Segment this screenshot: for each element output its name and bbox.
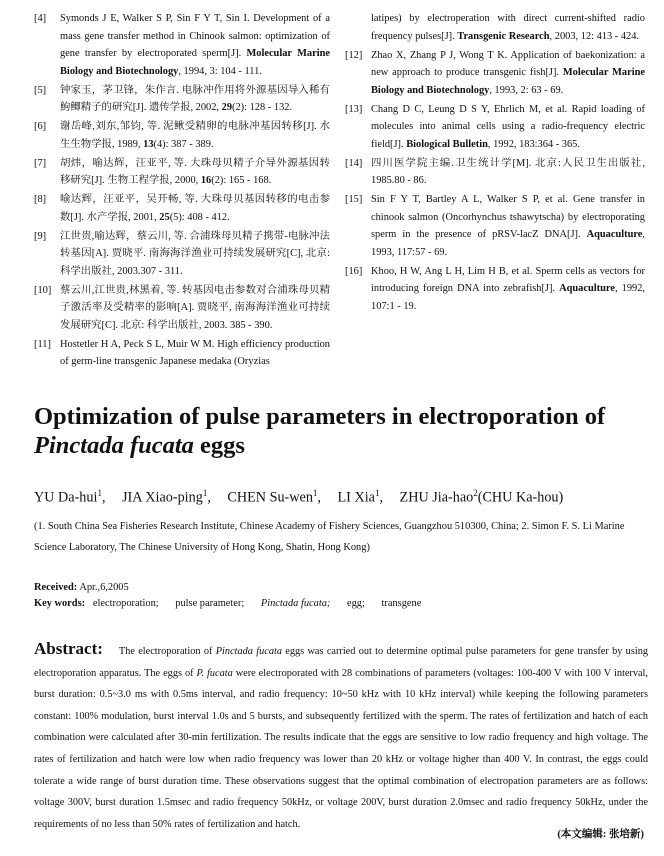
- title-line-2-rest: eggs: [193, 432, 245, 459]
- author: LI Xia$^1$,: [337, 488, 383, 506]
- reference-journal: 16: [200, 175, 212, 186]
- author-affiliation-mark: 2: [473, 488, 478, 498]
- reference-item: [345, 155, 645, 190]
- reference-tail: (2): 165 - 168.: [211, 175, 272, 186]
- article-title: [34, 402, 644, 460]
- reference-number: [6]: [34, 121, 47, 132]
- reference-item: [345, 263, 645, 316]
- reference-tail: (4): 387 - 389.: [153, 138, 214, 150]
- affiliations: (1. South China Sea Fisheries Research Institute, Chinese Academy of Fishery Sciences, Guangzhou 510300, China; 2. Simon F. S. Li Marine Science Laboratory, The Chinese University of Hong Kong, Shatin, Hong Kong): [34, 521, 625, 553]
- abstract-species-abbrev: P. fucata: [196, 667, 233, 679]
- reference-number: [15]: [345, 194, 363, 205]
- abstract-text: The electroporation of: [118, 646, 216, 657]
- reference-journal: Molecular Marine Biology and Biotechnology: [60, 48, 330, 77]
- received-label: Received:: [34, 582, 78, 593]
- reference-text: 谢岳峰,刘东,邹钧, 等. 泥鳅受精卵的电脉冲基因转移[J]. 水生生物学报, 1989,: [60, 121, 330, 150]
- author: JIA Xiao-ping$^1$,: [122, 488, 211, 506]
- received-date: Apr.,6,2005: [79, 582, 129, 593]
- reference-text: Zhao X, Zhang P J, Wong T K. Application of baekonization: a new approach to produce transgenic fish[J].: [371, 49, 645, 78]
- editor-note: (本文编辑: 张培新): [557, 829, 644, 840]
- reference-text: latipes) by electroperation with direct current-shifted radio frequency pulses[J].: [371, 13, 645, 42]
- reference-journal: Aquaculture: [586, 229, 643, 240]
- reference-tail: , 1993, 117:57 - 69.: [371, 229, 645, 258]
- article-meta: [34, 580, 650, 612]
- author-affiliation-mark: 1: [312, 488, 318, 498]
- reference-item: [34, 82, 330, 117]
- reference-text: Hostetler H A, Peck S L, Muir W M. High efficiency production of germ-line transgenic Japanese medaka (Oryzias: [60, 338, 330, 367]
- reference-tail: , 1992, 183:364 - 365.: [487, 138, 580, 150]
- references-right-column: [345, 10, 645, 317]
- author: [400, 484, 564, 507]
- author: YU Da-hui$^1$,: [34, 488, 106, 506]
- reference-number: [5]: [34, 84, 47, 96]
- reference-item: [34, 336, 330, 371]
- reference-text: 蔡云川,江世贵,林黑着, 等. 转基因电击参数对合浦珠母贝精子激活率及受精率的影响[A]. 贾晓平, 南海海洋渔业可持续发展研究[C]. 北京: 科学出版社, 2003. 385 - 390.: [60, 284, 330, 331]
- reference-text: 喻达辉，汪亚平，吴开畅, 等. 大珠母贝基因转移的电击参数[J]. 水产学报, 2001,: [60, 194, 330, 223]
- reference-tail: , 2003, 12: 413 - 424.: [549, 30, 640, 42]
- reference-number: [11]: [34, 338, 51, 350]
- author-affiliation-mark: 1: [97, 488, 102, 498]
- reference-text: Symonds J E, Walker S P, Sin F Y T, Sin I. Development of a mass gene transfer method in Chinook salmon: optimization of gene transfer by electroporated sperm[J].: [60, 13, 330, 59]
- keywords-label: Key words:: [34, 598, 86, 609]
- author-affiliation-mark: 1: [374, 488, 380, 498]
- reference-number: [7]: [34, 157, 47, 169]
- title-line-1: Optimization of pulse parameters in electroporation of: [34, 403, 606, 430]
- reference-journal: Molecular Marine Biology and Biotechnology: [371, 67, 645, 96]
- author-name: YU Da-hui: [34, 489, 98, 506]
- reference-number: [10]: [34, 284, 52, 296]
- author-list: [34, 484, 654, 507]
- reference-text: Sin F Y T, Bartley A L, Walker S P, et al. Gene transfer in chinook salmon (Oncorhynchus tshawytscha) by electroporating sperm in the presence of pRSV-lacZ DNA[J].: [371, 194, 645, 240]
- reference-number: [16]: [345, 265, 363, 277]
- reference-text: 胡炜，喻达辉，汪亚平, 等. 大珠母贝精子介导外源基因转移研究[J]. 生物工程学报, 2000,: [60, 157, 330, 186]
- keyword: pulse parameter;: [175, 598, 245, 609]
- keyword: egg;: [347, 598, 365, 609]
- abstract: [34, 638, 648, 835]
- author-name: JIA Xiao-ping: [122, 489, 203, 506]
- reference-item: [34, 282, 330, 335]
- reference-tail: (2): 128 - 132.: [232, 102, 293, 113]
- reference-text: 江世贵,喻达辉，蔡云川, 等. 合浦珠母贝精子携带-电脉冲法转基因[A]. 贾晓平. 南海海洋渔业可持续发展研究[C], 北京: 科学出版社, 2003.307 - 311.: [60, 230, 330, 277]
- reference-text: Khoo, H W, Ang L H, Lim H B, et al. Sperm cells as vectors for introducing foreign DNA into zebrafish[J].: [371, 265, 645, 294]
- reference-text: 钟家玉，茅卫锋，朱作言. 电脉冲作用将外源基因导入稀有鮈鲫精子的研究[J]. 遗传学报, 2002,: [60, 84, 330, 113]
- keyword: transgene: [381, 598, 422, 609]
- reference-journal: Biological Bulletin: [406, 138, 488, 150]
- keyword: Pinctada fucata;: [260, 598, 331, 609]
- author-name: ZHU Jia-hao: [399, 489, 474, 506]
- author-affiliation-mark: 1: [202, 488, 208, 498]
- reference-journal: Aquaculture: [559, 283, 615, 294]
- reference-tail: , 1992, 107:1 - 19.: [371, 283, 646, 312]
- reference-text: Chang D C, Leung D S Y, Ehrlich M, et al. Rapid loading of molecules into animal cells using a radio-frequency electric field[J].: [371, 103, 645, 150]
- reference-number: [12]: [345, 49, 363, 61]
- references-left-column: [34, 10, 330, 372]
- author-name: CHEN Su-wen: [227, 489, 313, 506]
- reference-item: [34, 118, 330, 153]
- reference-tail: , 1994, 3: 104 - 111.: [178, 65, 262, 77]
- reference-number: [9]: [34, 230, 47, 242]
- received-line: [34, 580, 650, 596]
- abstract-label: Abstract:: [34, 639, 103, 658]
- reference-number: [13]: [345, 103, 363, 115]
- reference-journal: Transgenic Research: [457, 30, 550, 42]
- author-name: LI Xia: [337, 489, 375, 506]
- reference-text: 四川医学院主编.卫生统计学[M]. 北京:人民卫生出版社, 1985.80 - 86.: [371, 157, 645, 186]
- author-alt-name: (CHU Ka-hou): [477, 489, 564, 506]
- reference-item: [345, 47, 645, 100]
- abstract-text: were electroporated with 28 combinations of parameters (voltages: 100-400 V with 100 V interval, burst duration: 0.5~3.0 ms with 0.5ms interval, and radio frequency: 10~50 kHz with 10 kHz interval) while keeping the following parameters constant: 100% modulation, burst interval 1.0s and 5 bursts, and subsequently fertilized with the sperm. The rates of fertilization and hatch of each combination were calculated after 30-min fertilization. The results indicate that the eggs are sensitive to low radio frequency and high voltage. The rates of fertilization and hatch were low when radio frequency was lower than 20 kHz or voltage higher than 400 V. In contrast, the eggs could tolerate a wide range of burst duration time. These observations suggest that the optimal combination of electropation parameters are as follows: voltage 300V, burst duration 1.5msec and radio frequency 50kHz, or voltage 200V, burst duration 2.0msec and radio frequency 50kHz, under the requirements of no less than 50% rates of fertilization and hatch.: [34, 667, 648, 830]
- reference-number: [14]: [345, 157, 363, 169]
- reference-item-continued: [345, 10, 645, 45]
- reference-tail: , 1993, 2: 63 - 69.: [489, 84, 564, 96]
- reference-item: [34, 155, 330, 190]
- reference-item: [34, 191, 330, 226]
- abstract-species: Pinctada fucata: [215, 646, 282, 657]
- reference-item: [34, 10, 330, 80]
- reference-item: [34, 228, 330, 281]
- reference-journal: 29: [221, 102, 233, 113]
- author: CHEN Su-wen$^1$,: [227, 488, 321, 506]
- title-species: Pinctada fucata: [34, 432, 194, 459]
- reference-number: [8]: [34, 194, 47, 205]
- reference-journal: 13: [143, 138, 154, 150]
- abstract-text: eggs was carried out to determine optimal pulse parameters for gene transfer by using electroporation apparatus. The eggs of: [34, 646, 648, 679]
- reference-tail: (5): 408 - 412.: [169, 211, 230, 223]
- reference-number: [4]: [34, 13, 47, 24]
- reference-item: [345, 191, 645, 261]
- reference-journal: 25: [159, 211, 170, 223]
- keyword: electroporation;: [92, 598, 159, 609]
- reference-item: [345, 101, 645, 154]
- keywords-line: [34, 596, 650, 612]
